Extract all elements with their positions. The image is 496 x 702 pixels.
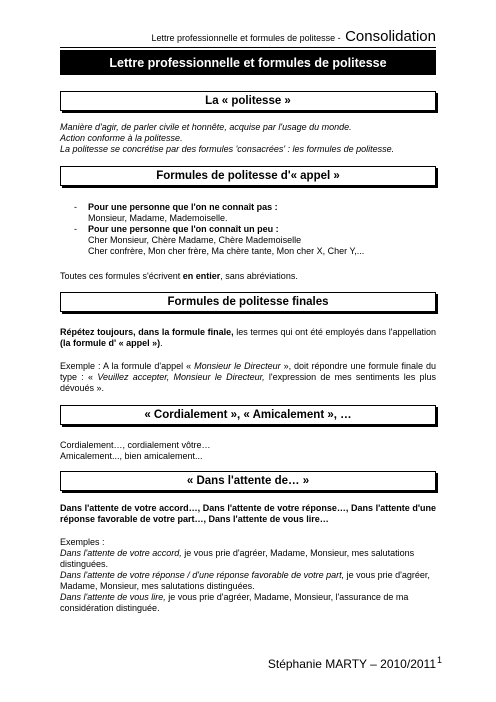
formula-line: Cordialement…, cordialement vôtre… [60,440,211,450]
example-italic: Veuillez accepter, Monsieur le Directeur, [97,372,265,382]
rule-emphasis: (la formule d' « appel ») [60,338,161,348]
definition-line: Manière d'agir, de parler civile et honnête, acquise par l'usage du monde. [60,122,352,132]
page-header [152,28,436,46]
abbreviation-note [60,271,436,282]
definition-line: La politesse se concrétise par des formules 'consacrées' : les formules de politesse. [60,144,395,154]
examples-label: Exemples : [60,537,105,547]
dash-bullet-icon: - [74,202,77,212]
example-italic: Dans l'attente de vous lire, [60,592,166,602]
list-item-head: Pour une personne que l'on connaît un peu : [88,224,279,234]
example-text: je vous prie d'agréer, Madame, Monsieur, l'assurance de ma considération distinguée. [60,592,409,613]
example-text: je vous prie d'agréer, Madame, Monsieur, mes salutations distinguées. [60,548,415,569]
example-text: je vous prie d'agréer, Madame, Monsieur, mes salutations distinguées. [60,570,430,591]
list-item-body: Monsieur, Madame, Mademoiselle. [88,213,228,223]
finales-rule [60,327,436,349]
note-emphasis: en entier [182,271,221,281]
section-title-finales: Formules de politesse finales [60,292,436,312]
header-subtitle: Lettre professionnelle et formules de politesse - [151,33,341,43]
attente-examples [60,537,436,614]
footer-author: Stéphanie MARTY – 2010/2011 [267,657,436,671]
example-italic: Dans l'attente de votre réponse / d'une réponse favorable de votre part, [60,570,345,580]
list-item [74,202,436,224]
list-item-body: Cher Monsieur, Chère Madame, Chère Mademoiselle [88,235,302,245]
finales-example [60,361,436,394]
note-text: , sans abréviations. [220,271,298,281]
list-item-head: Pour une personne que l'on ne connaît pas : [88,202,278,212]
example-text: », doit répondre une formule finale du type : « [60,361,437,382]
attente-formulas: Dans l'attente de votre accord…, Dans l'attente de votre réponse…, Dans l'attente d'une réponse favorable de votre part…, Dans l'attente de vous lire… [60,503,436,524]
header-label: Consolidation [345,28,436,45]
list-item-body: Cher confrère, Mon cher frère, Ma chère tante, Mon cher X, Cher Y,... [88,246,365,256]
rule-text: . [160,338,163,348]
section-title-appel: Formules de politesse d'« appel » [60,166,436,186]
example-italic: Dans l'attente de votre accord, [60,548,182,558]
example-item [60,570,436,592]
page-number: 1 [436,655,442,665]
definition-line: Action conforme à la politesse. [60,133,183,143]
example-item [60,592,436,614]
rule-emphasis: Répétez toujours, dans la formule finale, [60,327,234,337]
header-rule [60,47,436,48]
list-item [74,224,436,257]
section-title-attente: « Dans l'attente de… » [60,471,436,491]
note-text: Toutes ces formules s'écrivent [60,271,183,281]
document-title: Lettre professionnelle et formules de politesse [60,50,436,75]
rule-text: les termes qui ont été employés dans l'appellation [233,327,436,337]
appel-list [74,202,436,257]
section-title-cordialement: « Cordialement », « Amicalement », … [60,405,436,425]
dash-bullet-icon: - [74,224,77,234]
section-title-politesse: La « politesse » [60,91,436,111]
example-text: l'expression de mes sentiments les plus dévoués ». [60,372,436,393]
example-italic: Monsieur le Directeur [194,361,281,371]
politesse-definition [60,122,436,155]
example-item [60,548,436,570]
formula-line: Amicalement..., bien amicalement... [60,451,203,461]
cordialement-lines [60,440,436,462]
example-text: Exemple : A la formule d'appel « [60,361,195,371]
